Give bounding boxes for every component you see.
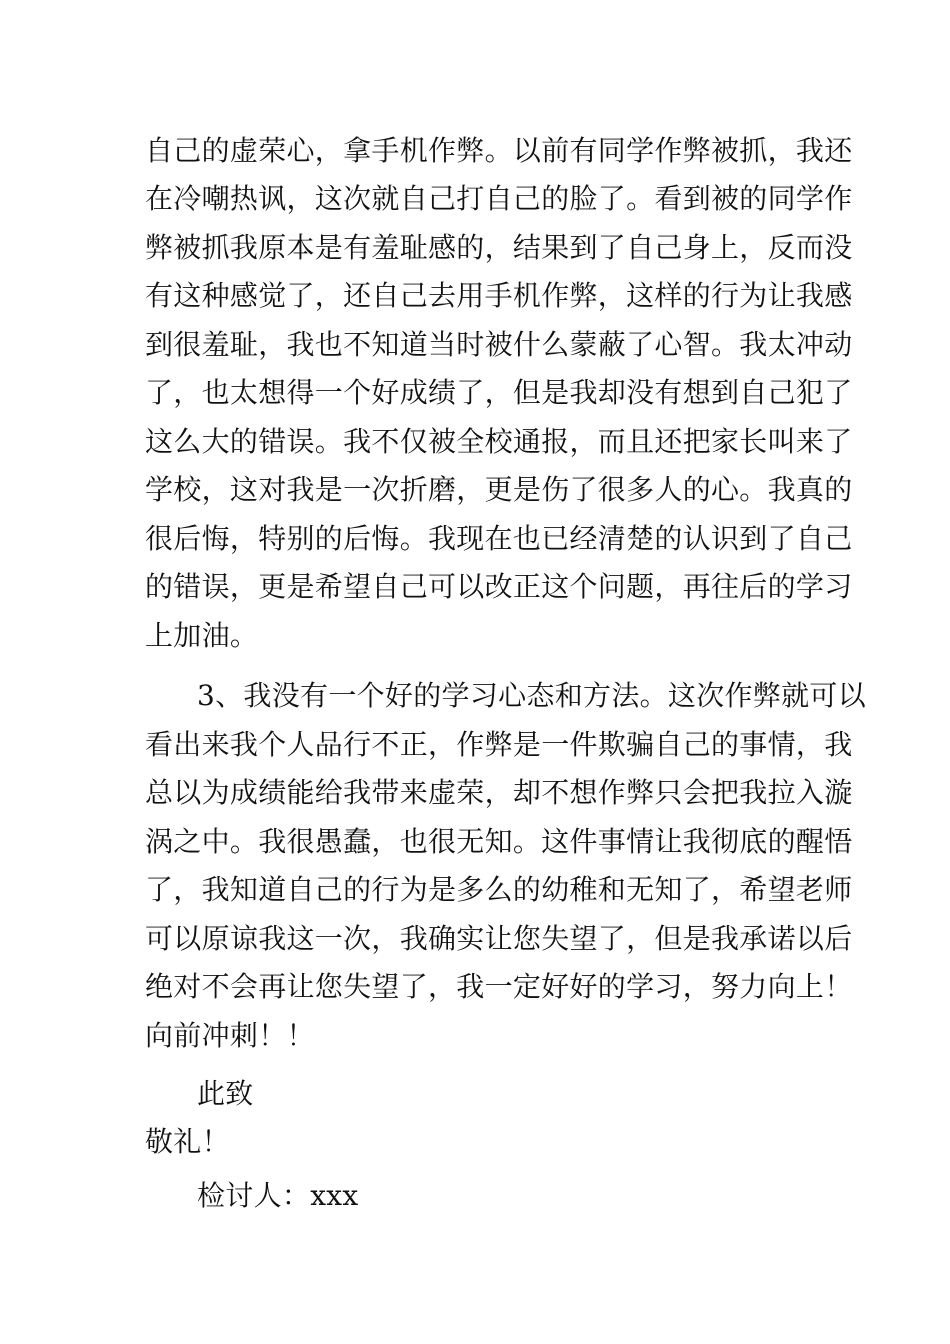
text-line: 到很羞耻，我也不知道当时被什么蒙蔽了心智。我太冲动 bbox=[145, 328, 853, 361]
text-line: 绝对不会再让您失望了，我一定好好的学习，努力向上！ bbox=[145, 970, 853, 1003]
text-line: 总以为成绩能给我带来虚荣，却不想作弊只会把我拉入漩 bbox=[145, 776, 853, 809]
text-line: 在冷嘲热讽，这次就自己打自己的脸了。看到被的同学作 bbox=[145, 182, 853, 215]
signature-text: 检讨人：xxx bbox=[197, 1179, 359, 1212]
paragraph-first-line: 3、我没有一个好的学习心态和方法。这次作弊就可以 bbox=[197, 679, 867, 712]
text-line: 这么大的错误。我不仅被全校通报，而且还把家长叫来了 bbox=[145, 425, 853, 458]
text-line: 看出来我个人品行不正，作弊是一件欺骗自己的事情，我 bbox=[145, 728, 853, 761]
text-line: 了，也太想得一个好成绩了，但是我却没有想到自己犯了 bbox=[145, 376, 853, 409]
text-line: 有这种感觉了，还自己去用手机作弊，这样的行为让我感 bbox=[145, 279, 853, 312]
text-line: 弊被抓我原本是有羞耻感的，结果到了自己身上，反而没 bbox=[145, 231, 853, 264]
text-line: 自己的虚荣心，拿手机作弊。以前有同学作弊被抓，我还 bbox=[145, 134, 853, 167]
text-line: 学校，这对我是一次折磨，更是伤了很多人的心。我真的 bbox=[145, 473, 853, 506]
text-line: 可以原谅我这一次，我确实让您失望了，但是我承诺以后 bbox=[145, 922, 853, 955]
text-line: 的错误，更是希望自己可以改正这个问题，再往后的学习 bbox=[145, 570, 853, 603]
text-line: 涡之中。我很愚蠢，也很无知。这件事情让我彻底的醒悟 bbox=[145, 825, 853, 858]
salutation-text: 敬礼！ bbox=[145, 1125, 230, 1158]
text-line: 很后悔，特别的后悔。我现在也已经清楚的认识到了自己 bbox=[145, 522, 853, 555]
text-line: 上加油。 bbox=[145, 619, 259, 652]
text-line: 向前冲刺！！ bbox=[145, 1019, 315, 1052]
text-line: 了，我知道自己的行为是多么的幼稚和无知了，希望老师 bbox=[145, 873, 853, 906]
closing-text: 此致 bbox=[197, 1077, 254, 1110]
